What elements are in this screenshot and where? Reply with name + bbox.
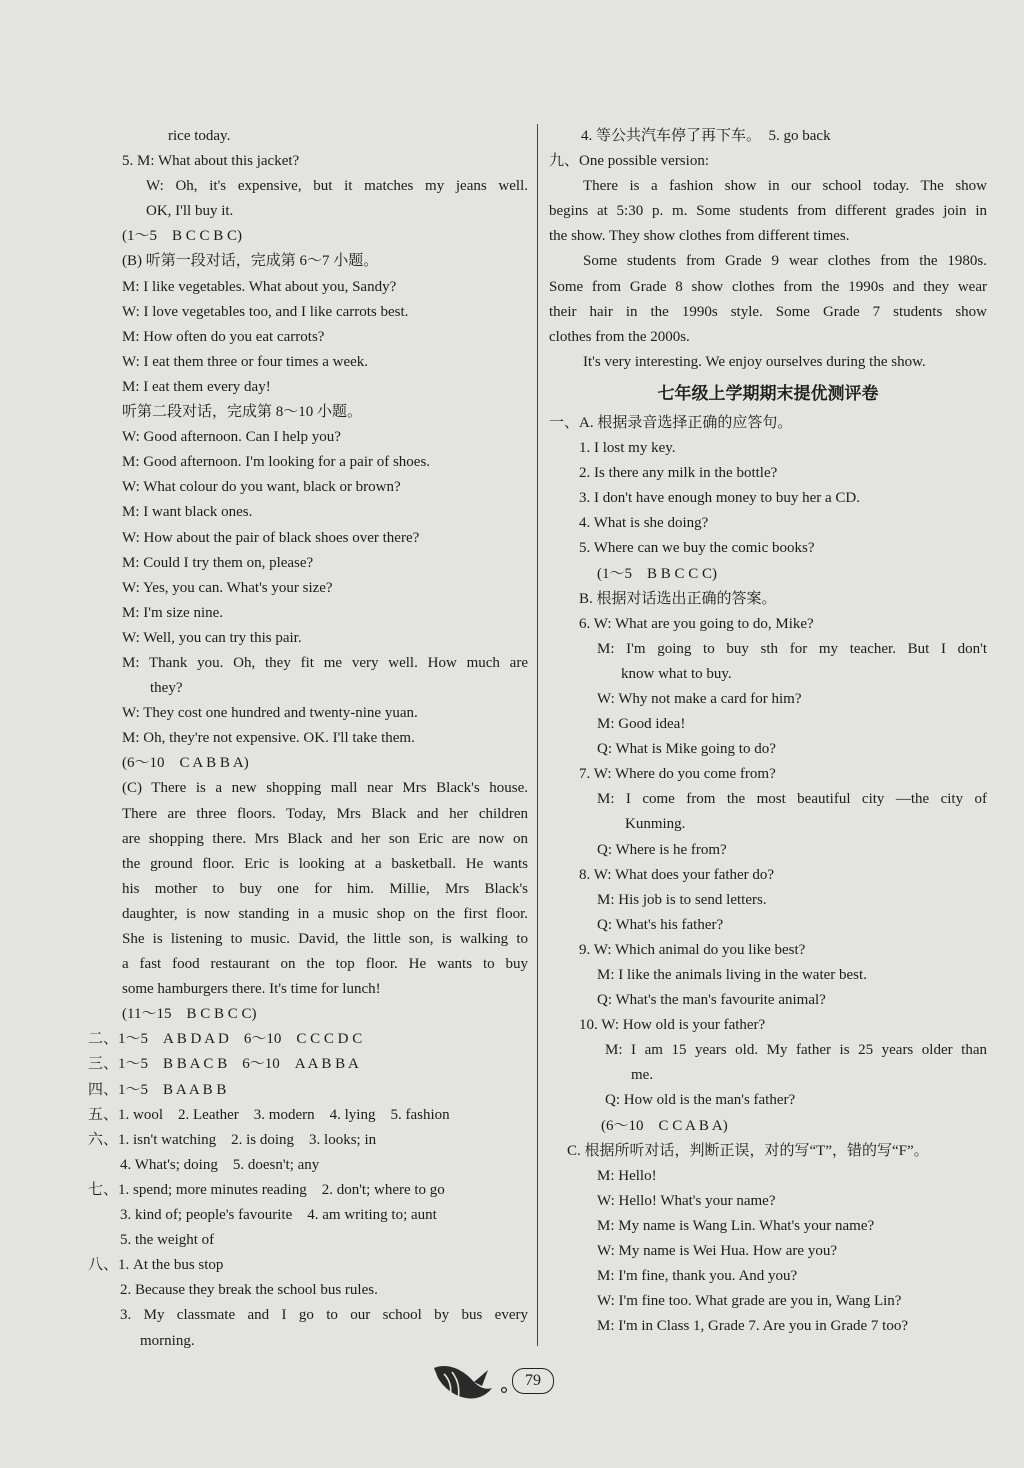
text-line: 5. the weight of bbox=[120, 1232, 215, 1249]
text-line: There is a fashion show in our school today. The show bbox=[583, 178, 987, 195]
text-line: begins at 5:30 p. m. Some students from different grades join in bbox=[549, 203, 987, 220]
fish-icon bbox=[430, 1360, 508, 1406]
text-line: M: I eat them every day! bbox=[122, 378, 271, 395]
text-line: She is listening to music. David, the little son, is walking to bbox=[122, 931, 528, 947]
text-line: (11～15 B C B C C) bbox=[122, 1006, 257, 1023]
text-line: Q: What's his father? bbox=[597, 916, 724, 933]
text-line: Q: What is Mike going to do? bbox=[597, 741, 776, 758]
text-line: 七、1. spend; more minutes reading 2. don't; where to go bbox=[88, 1181, 445, 1198]
text-line: M: His job is to send letters. bbox=[597, 891, 767, 908]
text-line: M: I like the animals living in the water best. bbox=[597, 967, 867, 983]
text-line: W: Good afternoon. Can I help you? bbox=[122, 429, 341, 446]
left-column bbox=[88, 124, 528, 1354]
text-line: M: How often do you eat carrots? bbox=[122, 328, 325, 345]
text-line: the show. They show clothes from different times. bbox=[549, 228, 850, 245]
text-line: W: Well, you can try this pair. bbox=[122, 629, 302, 646]
text-line: daughter, is now standing in a music shop on the first floor. bbox=[122, 905, 528, 922]
text-line: Some from Grade 8 show clothes from the 1990s and they wear bbox=[549, 278, 987, 295]
text-line: their hair in the 1990s style. Some Grade 7 students show bbox=[549, 303, 987, 320]
section-title: 七年级上学期期末提优测评卷 bbox=[657, 383, 879, 404]
text-line: are shopping there. Mrs Black and her son Eric are now on bbox=[122, 830, 528, 847]
text-line: the ground floor. Eric is looking at a basketball. He wants bbox=[122, 855, 528, 872]
column-divider bbox=[537, 124, 538, 1346]
text-line: 二、1～5 A B D A D 6～10 C C C D C bbox=[88, 1031, 363, 1048]
text-line: 2. Because they break the school bus rules. bbox=[120, 1282, 378, 1299]
text-line: W: Why not make a card for him? bbox=[597, 690, 802, 707]
text-line: (6～10 C A B B A) bbox=[122, 755, 249, 772]
text-line: 六、1. isn't watching 2. is doing 3. looks; in bbox=[88, 1131, 377, 1148]
text-line: Some students from Grade 9 wear clothes from the 1980s. bbox=[583, 253, 987, 270]
right-column bbox=[549, 124, 987, 1339]
page-footer bbox=[430, 1360, 570, 1410]
text-line: 6. W: What are you going to do, Mike? bbox=[579, 615, 814, 632]
text-line: W: Oh, it's expensive, but it matches my jeans well. bbox=[146, 178, 528, 195]
text-line: M: I'm size nine. bbox=[122, 604, 224, 621]
text-line: a fast food restaurant on the top floor. He wants to buy bbox=[122, 956, 528, 973]
text-line: B. 根据对话选出正确的答案。 bbox=[579, 590, 777, 607]
exam-answers-section bbox=[549, 411, 987, 1339]
text-line: (B) 听第一段对话，完成第 6～7 小题。 bbox=[122, 253, 379, 270]
text-line: (C) There is a new shopping mall near Mrs Black's house. bbox=[122, 780, 528, 797]
text-line: they? bbox=[150, 680, 183, 697]
text-line: Q: How old is the man's father? bbox=[605, 1092, 796, 1109]
text-line: (1～5 B B C C C) bbox=[597, 565, 718, 582]
text-line: some hamburgers there. It's time for lunch! bbox=[122, 981, 381, 998]
text-line: 4. What is she doing? bbox=[579, 515, 709, 532]
text-line: (6～10 C C A B A) bbox=[601, 1117, 728, 1134]
text-line: W: I love vegetables too, and I like carrots best. bbox=[122, 303, 409, 320]
text-line: 三、1～5 B B A C B 6～10 A A B B A bbox=[88, 1056, 359, 1073]
text-line: 3. I don't have enough money to buy her a CD. bbox=[579, 490, 860, 507]
text-line: W: My name is Wei Hua. How are you? bbox=[597, 1243, 837, 1260]
text-line: W: Hello! What's your name? bbox=[597, 1192, 776, 1209]
text-line: clothes from the 2000s. bbox=[549, 328, 690, 345]
text-line: 3. kind of; people's favourite 4. am writing to; aunt bbox=[120, 1207, 437, 1224]
text-line: W: Yes, you can. What's your size? bbox=[122, 579, 333, 596]
text-line: W: I eat them three or four times a week. bbox=[122, 353, 369, 370]
text-line: morning. bbox=[140, 1332, 195, 1349]
text-line: M: I come from the most beautiful city —the city of bbox=[597, 791, 987, 808]
text-line: 四、1～5 B A A B B bbox=[88, 1081, 227, 1098]
essay-section bbox=[549, 124, 987, 375]
text-line: M: My name is Wang Lin. What's your name? bbox=[597, 1217, 875, 1234]
text-line: 3. My classmate and I go to our school by bus every bbox=[120, 1307, 528, 1324]
text-line: M: I am 15 years old. My father is 25 years older than bbox=[605, 1042, 987, 1059]
text-line: 1. I lost my key. bbox=[579, 440, 676, 457]
text-line: M: Hello! bbox=[597, 1167, 657, 1184]
text-line: his mother to buy one for him. Millie, Mrs Black's bbox=[122, 880, 528, 897]
text-line: M: I'm fine, thank you. And you? bbox=[597, 1268, 798, 1285]
text-line: 7. W: Where do you come from? bbox=[579, 766, 776, 783]
text-line: Q: What's the man's favourite animal? bbox=[597, 992, 826, 1009]
text-line: There are three floors. Today, Mrs Black and her children bbox=[122, 805, 528, 822]
text-line: 8. W: What does your father do? bbox=[579, 866, 775, 883]
text-line: 5. Where can we buy the comic books? bbox=[579, 540, 815, 557]
text-line: 听第二段对话，完成第 8～10 小题。 bbox=[122, 404, 363, 421]
text-line: M: Oh, they're not expensive. OK. I'll take them. bbox=[122, 730, 415, 747]
text-line: W: I'm fine too. What grade are you in, Wang Lin? bbox=[597, 1293, 902, 1310]
text-line: 4. What's; doing 5. doesn't; any bbox=[120, 1156, 320, 1173]
text-line: Kunming. bbox=[625, 816, 686, 833]
text-line: Q: Where is he from? bbox=[597, 841, 727, 858]
text-line: 2. Is there any milk in the bottle? bbox=[579, 465, 778, 482]
text-line: M: Thank you. Oh, they fit me very well. How much are bbox=[122, 654, 528, 671]
text-line: 五、1. wool 2. Leather 3. modern 4. lying 5. fashion bbox=[88, 1106, 450, 1123]
text-line: M: Good idea! bbox=[597, 716, 686, 733]
text-line: 一、A. 根据录音选择正确的应答句。 bbox=[549, 414, 793, 431]
text-line: C. 根据所听对话，判断正误，对的写“T”，错的写“F”。 bbox=[567, 1142, 929, 1159]
text-line: W: They cost one hundred and twenty-nine yuan. bbox=[122, 705, 418, 722]
text-line: 八、1. At the bus stop bbox=[88, 1257, 224, 1274]
text-line: (1～5 B C C B C) bbox=[122, 228, 243, 245]
text-line: know what to buy. bbox=[621, 665, 732, 682]
text-line: M: I like vegetables. What about you, Sandy? bbox=[122, 278, 397, 295]
text-line: M: I'm going to buy sth for my teacher. But I don't bbox=[597, 640, 987, 657]
text-line: 10. W: How old is your father? bbox=[579, 1017, 766, 1034]
text-line: It's very interesting. We enjoy ourselves during the show. bbox=[583, 353, 926, 370]
text-line: 4. 等公共汽车停了再下车。 5. go back bbox=[581, 128, 831, 144]
text-line: rice today. bbox=[168, 128, 231, 144]
text-line: W: What colour do you want, black or brown? bbox=[122, 479, 401, 496]
text-line: 9. W: Which animal do you like best? bbox=[579, 941, 806, 958]
text-line: M: Good afternoon. I'm looking for a pair of shoes. bbox=[122, 454, 431, 471]
text-line: M: I want black ones. bbox=[122, 504, 253, 521]
text-line: W: How about the pair of black shoes over there? bbox=[122, 529, 420, 546]
text-line: M: Could I try them on, please? bbox=[122, 554, 314, 571]
text-line: M: I'm in Class 1, Grade 7. Are you in Grade 7 too? bbox=[597, 1318, 908, 1335]
text-line: me. bbox=[631, 1067, 654, 1084]
text-line: OK, I'll buy it. bbox=[146, 203, 234, 220]
text-line: 九、One possible version: bbox=[549, 153, 709, 170]
page-number: 79 bbox=[512, 1368, 554, 1394]
text-line: 5. M: What about this jacket? bbox=[122, 153, 300, 170]
